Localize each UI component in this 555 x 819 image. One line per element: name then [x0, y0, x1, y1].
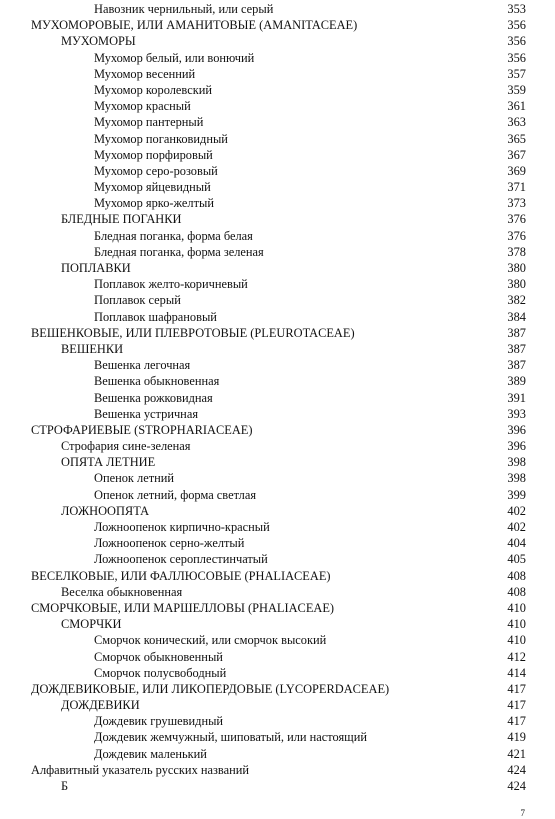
toc-entry[interactable]: [31, 470, 526, 486]
toc-entry-title: БЛЕДНЫЕ ПОГАНКИ: [61, 212, 182, 227]
toc-entry-page-number: 387: [507, 325, 526, 340]
toc-entry[interactable]: [31, 422, 526, 438]
toc-entry[interactable]: [31, 114, 526, 130]
toc-entry-title: Бледная поганка, форма белая: [94, 228, 253, 243]
toc-entry-page-number: 408: [507, 584, 526, 599]
toc-entry-title: МУХОМОРОВЫЕ, ИЛИ АМАНИТОВЫЕ (AMANITACEAE): [31, 18, 358, 33]
toc-entry-page-number: 391: [507, 390, 526, 405]
toc-entry[interactable]: [31, 762, 526, 778]
toc-entry[interactable]: [31, 195, 526, 211]
toc-entry-page-number: 402: [507, 520, 526, 534]
toc-entry[interactable]: [31, 82, 526, 98]
toc-entry[interactable]: [31, 778, 526, 794]
toc-entry-page-number: 365: [507, 131, 526, 146]
toc-entry[interactable]: [31, 228, 526, 244]
toc-entry[interactable]: [31, 519, 526, 535]
table-of-contents: [31, 1, 526, 794]
toc-entry-title: Поплавок шафрановый: [94, 309, 217, 324]
toc-entry[interactable]: [31, 325, 526, 341]
toc-entry[interactable]: [31, 454, 526, 470]
toc-entry-title: ВЕШЕНКОВЫЕ, ИЛИ ПЛЕВРОТОВЫЕ (PLEUROTACEAE): [31, 325, 355, 340]
toc-entry[interactable]: [31, 632, 526, 648]
toc-entry[interactable]: [31, 568, 526, 584]
toc-entry-page-number: 393: [507, 406, 526, 421]
toc-entry[interactable]: [31, 373, 526, 389]
toc-entry-page-number: 361: [507, 99, 526, 114]
toc-entry-title: ПОПЛАВКИ: [61, 261, 131, 275]
toc-entry-page-number: 405: [507, 552, 526, 567]
toc-entry-page-number: 376: [507, 228, 526, 243]
toc-entry[interactable]: [31, 551, 526, 567]
toc-entry-title: Дождевик грушевидный: [94, 714, 224, 729]
toc-entry-title: ДОЖДЕВИКОВЫЕ, ИЛИ ЛИКОПЕРДОВЫЕ (LYCOPERDACEAE): [31, 681, 390, 696]
toc-entry-title: ОПЯТА ЛЕТНИЕ: [61, 455, 156, 470]
toc-entry-page-number: 399: [507, 487, 526, 502]
toc-entry-title: Сморчок конический, или сморчок высокий: [94, 633, 327, 648]
toc-entry-page-number: 380: [507, 277, 526, 292]
toc-entry-title: Опенок летний, форма светлая: [94, 487, 257, 502]
toc-entry-page-number: 410: [507, 633, 526, 648]
toc-entry-page-number: 380: [507, 261, 526, 275]
toc-entry[interactable]: [31, 503, 526, 519]
toc-entry[interactable]: [31, 649, 526, 665]
toc-entry-title: Дождевик маленький: [94, 746, 207, 761]
toc-entry-page-number: 396: [507, 439, 526, 454]
toc-entry-title: Мухомор порфировый: [94, 147, 213, 162]
toc-entry[interactable]: [31, 147, 526, 163]
toc-entry-page-number: 424: [507, 762, 526, 777]
toc-entry-page-number: 419: [507, 730, 526, 745]
toc-entry-page-number: 384: [507, 309, 526, 324]
toc-entry-page-number: 382: [507, 293, 526, 308]
toc-entry[interactable]: [31, 681, 526, 697]
toc-entry-title: Алфавитный указатель русских названий: [31, 762, 249, 777]
toc-entry-title: СТРОФАРИЕВЫЕ (STROPHARIACEAE): [31, 422, 253, 437]
toc-entry[interactable]: [31, 665, 526, 681]
toc-entry-title: Поплавок желто-коричневый: [94, 277, 248, 292]
toc-entry-page-number: 389: [507, 374, 526, 389]
toc-entry-title: Мухомор поганковидный: [94, 131, 228, 146]
toc-entry-title: СМОРЧКИ: [61, 617, 122, 632]
toc-entry[interactable]: [31, 276, 526, 292]
page-number: 7: [520, 808, 525, 818]
toc-entry-title: Бледная поганка, форма зеленая: [94, 244, 264, 259]
toc-entry[interactable]: [31, 309, 526, 325]
toc-entry-page-number: 417: [507, 714, 526, 729]
toc-entry-page-number: 398: [507, 471, 526, 486]
toc-entry-page-number: 356: [507, 18, 526, 33]
toc-entry-page-number: 396: [507, 422, 526, 437]
toc-entry-page-number: 412: [507, 649, 526, 664]
toc-entry[interactable]: [31, 33, 526, 49]
toc-entry-title: Вешенка устричная: [94, 406, 199, 421]
toc-entry-title: Опенок летний: [94, 471, 175, 486]
toc-entry[interactable]: [31, 1, 526, 17]
toc-entry-title: СМОРЧКОВЫЕ, ИЛИ МАРШЕЛЛОВЫ (PHALIACEAE): [31, 600, 335, 615]
toc-entry[interactable]: [31, 131, 526, 147]
toc-entry-title: ДОЖДЕВИКИ: [61, 698, 140, 713]
toc-entry-title: Дождевик жемчужный, шиповатый, или настоящий: [94, 730, 367, 745]
toc-entry[interactable]: [31, 179, 526, 195]
toc-entry-page-number: 398: [507, 455, 526, 470]
toc-entry[interactable]: [31, 487, 526, 503]
toc-entry-title: Ложноопенок сероплестинчатый: [94, 552, 268, 567]
toc-entry-title: Строфария сине-зеленая: [61, 439, 191, 454]
toc-entry[interactable]: [31, 260, 526, 276]
toc-entry-page-number: 369: [507, 163, 526, 178]
toc-entry-title: ЛОЖНООПЯТА: [61, 503, 150, 518]
toc-entry[interactable]: [31, 616, 526, 632]
toc-entry-title: Мухомор красный: [94, 99, 191, 114]
toc-entry-page-number: 417: [507, 698, 526, 713]
toc-entry-page-number: 417: [507, 681, 526, 696]
toc-entry-page-number: 424: [507, 779, 526, 793]
toc-entry[interactable]: [31, 98, 526, 114]
toc-entry-page-number: 353: [507, 2, 526, 16]
toc-entry-page-number: 387: [507, 358, 526, 373]
toc-entry-title: Мухомор королевский: [94, 82, 212, 97]
toc-entry-page-number: 363: [507, 115, 526, 130]
toc-entry-title: Мухомор яйцевидный: [94, 180, 211, 195]
toc-entry-page-number: 414: [507, 665, 526, 680]
toc-entry[interactable]: [31, 17, 526, 33]
toc-entry-page-number: 378: [507, 244, 526, 259]
toc-entry[interactable]: [31, 406, 526, 422]
toc-entry-title: Вешенка обыкновенная: [94, 374, 220, 389]
toc-entry-page-number: 367: [507, 147, 526, 162]
toc-entry[interactable]: [31, 584, 526, 600]
toc-entry-title: Навозник чернильный, или серый: [94, 2, 274, 16]
toc-entry-page-number: 376: [507, 212, 526, 227]
toc-entry[interactable]: [31, 438, 526, 454]
toc-entry-title: Мухомор белый, или вонючий: [94, 50, 255, 65]
toc-entry-title: Вешенка легочная: [94, 358, 191, 373]
toc-entry-page-number: 373: [507, 196, 526, 211]
toc-entry[interactable]: [31, 50, 526, 66]
toc-entry-title: Б: [61, 779, 69, 793]
toc-entry-title: Поплавок серый: [94, 293, 181, 308]
toc-entry-page-number: 359: [507, 82, 526, 97]
toc-entry-page-number: 402: [507, 503, 526, 518]
toc-entry-title: Мухомор ярко-желтый: [94, 196, 214, 211]
toc-entry[interactable]: [31, 163, 526, 179]
toc-entry-title: Веселка обыкновенная: [61, 584, 183, 599]
toc-entry-page-number: 371: [507, 180, 526, 195]
toc-entry-page-number: 408: [507, 568, 526, 583]
toc-entry[interactable]: [31, 600, 526, 616]
toc-entry[interactable]: [31, 390, 526, 406]
toc-entry-page-number: 356: [507, 50, 526, 65]
toc-entry-page-number: 421: [507, 746, 526, 761]
toc-entry-title: Мухомор серо-розовый: [94, 163, 218, 178]
toc-entry[interactable]: [31, 535, 526, 551]
toc-entry-title: ВЕСЕЛКОВЫЕ, ИЛИ ФАЛЛЮСОВЫЕ (PHALIACEAE): [31, 568, 331, 583]
toc-entry[interactable]: [31, 66, 526, 82]
toc-entry-page-number: 404: [507, 536, 526, 551]
toc-entry[interactable]: [31, 341, 526, 357]
toc-entry[interactable]: [31, 697, 526, 713]
toc-entry[interactable]: [31, 729, 526, 745]
toc-entry-title: Мухомор весенний: [94, 66, 196, 81]
toc-entry-title: ВЕШЕНКИ: [61, 341, 124, 356]
toc-entry-page-number: 410: [507, 600, 526, 615]
toc-entry[interactable]: [31, 746, 526, 762]
toc-entry-title: Ложноопенок серно-желтый: [94, 536, 245, 551]
toc-entry-page-number: 357: [507, 66, 526, 81]
toc-entry[interactable]: [31, 713, 526, 729]
toc-entry-page-number: 356: [507, 34, 526, 49]
toc-entry[interactable]: [31, 211, 526, 227]
toc-entry-page-number: 410: [507, 617, 526, 632]
toc-entry-title: Вешенка рожковидная: [94, 390, 213, 405]
toc-entry-title: МУХОМОРЫ: [61, 34, 136, 49]
toc-entry-title: Сморчок обыкновенный: [94, 649, 223, 664]
toc-entry[interactable]: [31, 357, 526, 373]
toc-entry[interactable]: [31, 292, 526, 308]
toc-entry-title: Мухомор пантерный: [94, 115, 204, 130]
toc-entry-title: Ложноопенок кирпично-красный: [94, 520, 270, 534]
toc-entry-title: Сморчок полусвободный: [94, 665, 227, 680]
toc-entry-page-number: 387: [507, 341, 526, 356]
toc-entry[interactable]: [31, 244, 526, 260]
